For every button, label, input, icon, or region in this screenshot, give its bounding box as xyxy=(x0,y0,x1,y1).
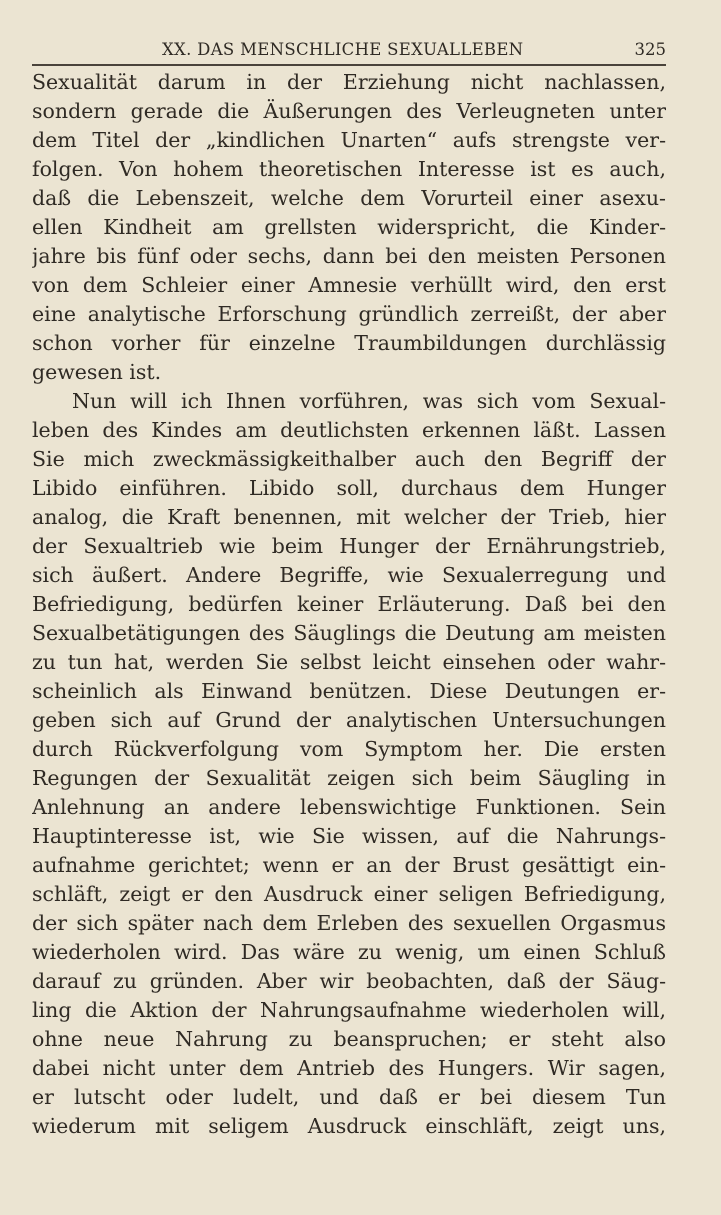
text-line: daß die Lebenszeit, welche dem Vorurteil einer asexu- xyxy=(32,186,666,210)
text-line: der sich später nach dem Erleben des sexuellen Orgasmus xyxy=(32,911,666,935)
text-line: wiederholen wird. Das wäre zu wenig, um einen Schluß xyxy=(32,940,666,964)
page-number: 325 xyxy=(634,40,666,59)
text-line: Sexualität darum in der Erziehung nicht nachlassen, xyxy=(32,70,666,94)
text-line: sich äußert. Andere Begriffe, wie Sexualerregung und xyxy=(32,563,666,587)
text-line: aufnahme gerichtet; wenn er an der Brust gesättigt ein- xyxy=(32,853,666,877)
text-line: dem Titel der „kindlichen Unarten“ aufs strengste ver- xyxy=(32,128,666,152)
text-line: Anlehnung an andere lebenswichtige Funktionen. Sein xyxy=(32,795,666,819)
text-line: ellen Kindheit am grellsten widerspricht, die Kinder- xyxy=(32,215,666,239)
text-line: Nun will ich Ihnen vorführen, was sich vom Sexual- xyxy=(72,389,666,413)
body-text xyxy=(32,68,666,1141)
text-line: leben des Kindes am deutlichsten erkennen läßt. Lassen xyxy=(32,418,666,442)
text-line: von dem Schleier einer Amnesie verhüllt wird, den erst xyxy=(32,273,666,297)
text-line: schläft, zeigt er den Ausdruck einer seligen Befriedigung, xyxy=(32,882,666,906)
text-line: geben sich auf Grund der analytischen Untersuchungen xyxy=(32,708,666,732)
text-line: zu tun hat, werden Sie selbst leicht einsehen oder wahr- xyxy=(32,650,666,674)
text-line: Sexualbetätigungen des Säuglings die Deutung am meisten xyxy=(32,621,666,645)
text-line: Sie mich zweckmässigkeithalber auch den Begriff der xyxy=(32,447,666,471)
running-header xyxy=(32,36,666,66)
text-line: jahre bis fünf oder sechs, dann bei den meisten Personen xyxy=(32,244,666,268)
text-line: eine analytische Erforschung gründlich zerreißt, der aber xyxy=(32,302,666,326)
text-line: ohne neue Nahrung zu beanspruchen; er steht also xyxy=(32,1027,666,1051)
text-line: gewesen ist. xyxy=(32,360,162,384)
text-line: folgen. Von hohem theoretischen Interesse ist es auch, xyxy=(32,157,666,181)
text-line: analog, die Kraft benennen, mit welcher der Trieb, hier xyxy=(32,505,666,529)
text-line: Libido einführen. Libido soll, durchaus dem Hunger xyxy=(32,476,666,500)
text-line: sondern gerade die Äußerungen des Verleugneten unter xyxy=(32,99,666,123)
text-line: dabei nicht unter dem Antrieb des Hungers. Wir sagen, xyxy=(32,1056,666,1080)
text-line: er lutscht oder ludelt, und daß er bei diesem Tun xyxy=(32,1085,666,1109)
text-line: scheinlich als Einwand benützen. Diese Deutungen er- xyxy=(32,679,666,703)
text-line: wiederum mit seligem Ausdruck einschläft, zeigt uns, xyxy=(32,1114,666,1138)
text-line: der Sexualtrieb wie beim Hunger der Ernährungstrieb, xyxy=(32,534,666,558)
text-line: schon vorher für einzelne Traumbildungen durchlässig xyxy=(32,331,666,355)
text-line: Hauptinteresse ist, wie Sie wissen, auf die Nahrungs- xyxy=(32,824,666,848)
chapter-title: XX. DAS MENSCHLICHE SEXUALLEBEN xyxy=(162,40,524,59)
text-line: ling die Aktion der Nahrungsaufnahme wiederholen will, xyxy=(32,998,666,1022)
text-line: darauf zu gründen. Aber wir beobachten, daß der Säug- xyxy=(32,969,666,993)
text-line: Befriedigung, bedürfen keiner Erläuterung. Daß bei den xyxy=(32,592,666,616)
text-line: durch Rückverfolgung vom Symptom her. Die ersten xyxy=(32,737,666,761)
text-line: Regungen der Sexualität zeigen sich beim Säugling in xyxy=(32,766,666,790)
